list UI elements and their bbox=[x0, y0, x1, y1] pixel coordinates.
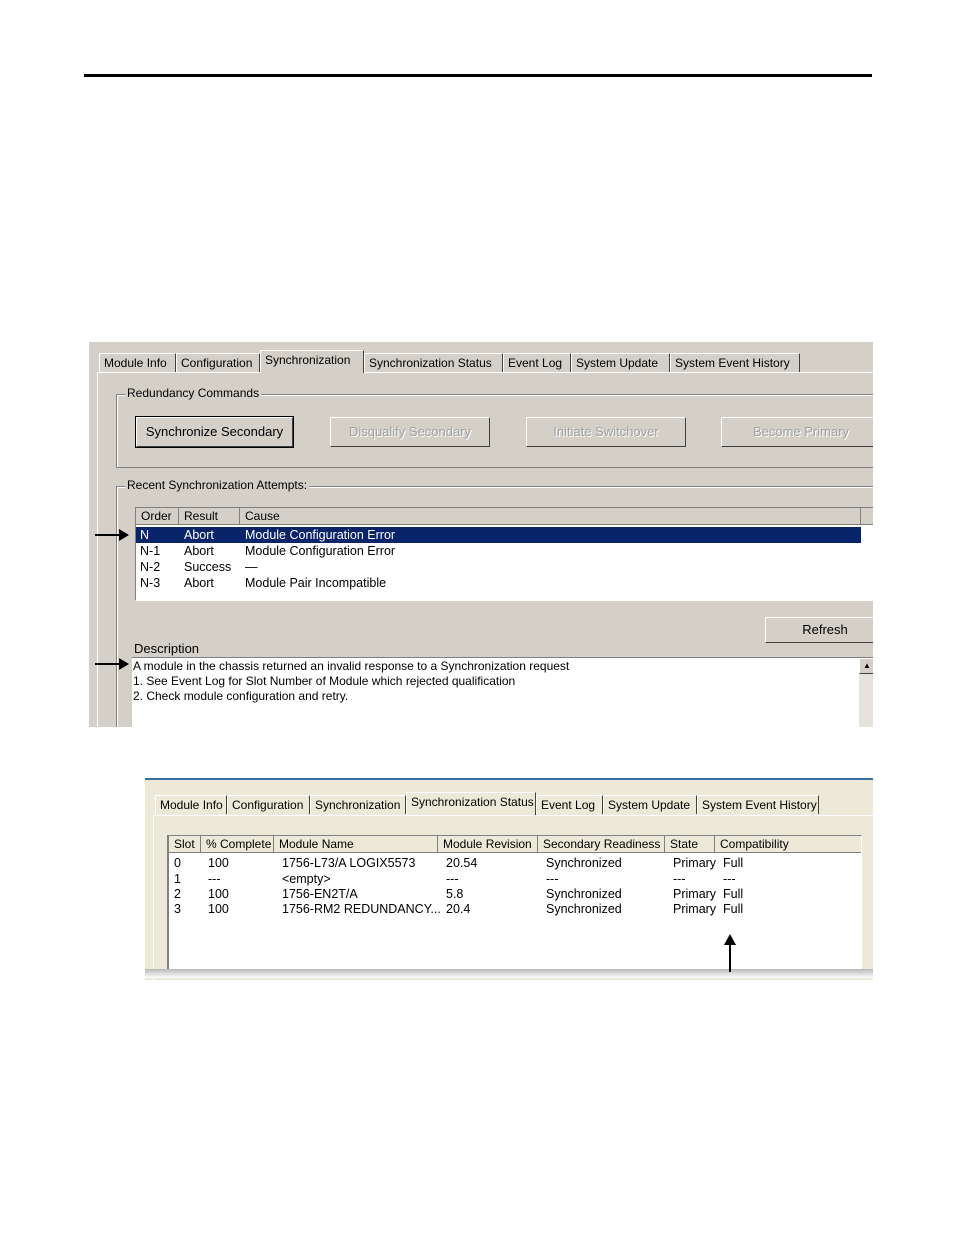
order-cell: N-1 bbox=[140, 544, 161, 558]
tab-system-update[interactable]: System Update bbox=[571, 353, 670, 372]
become-primary-button[interactable]: Become Primary bbox=[721, 417, 873, 447]
recent-attempts-title: Recent Synchronization Attempts: bbox=[127, 478, 308, 492]
description-line: 2. Check module configuration and retry. bbox=[133, 689, 349, 703]
column-header-compatibility[interactable]: Compatibility bbox=[715, 836, 861, 853]
column-header-slot[interactable]: Slot bbox=[169, 836, 201, 853]
readiness-cell: Synchronized bbox=[546, 887, 622, 901]
order-cell: N bbox=[140, 528, 150, 542]
module-name-cell: <empty> bbox=[282, 872, 331, 886]
slot-cell: 3 bbox=[174, 902, 181, 916]
complete-cell: --- bbox=[208, 872, 221, 886]
state-cell: Primary bbox=[673, 902, 717, 916]
compatibility-cell: Full bbox=[723, 902, 744, 916]
column-header-module-revision[interactable]: Module Revision bbox=[438, 836, 538, 853]
compatibility-cell: --- bbox=[723, 872, 736, 886]
scroll-up-arrow-icon[interactable]: ▲ bbox=[859, 658, 873, 674]
column-header-module-name[interactable]: Module Name bbox=[274, 836, 438, 853]
cause-cell: — bbox=[245, 560, 258, 574]
description-line: 1. See Event Log for Slot Number of Module which rejected qualification bbox=[133, 674, 516, 688]
column-header-cause[interactable]: Cause bbox=[240, 508, 861, 525]
tab-synchronization-status[interactable]: Synchronization Status bbox=[364, 353, 503, 372]
result-cell: Abort bbox=[184, 528, 214, 542]
tab-system-update[interactable]: System Update bbox=[603, 795, 697, 814]
description-line: A module in the chassis returned an invalid response to a Synchronization request bbox=[133, 659, 570, 673]
complete-cell: 100 bbox=[208, 856, 229, 870]
redundancy-commands-group bbox=[116, 386, 873, 468]
disqualify-secondary-button[interactable]: Disqualify Secondary bbox=[330, 417, 490, 447]
tab-system-event-history[interactable]: System Event History bbox=[670, 353, 800, 372]
table-row[interactable] bbox=[169, 855, 861, 871]
result-cell: Abort bbox=[184, 544, 214, 558]
header-rule bbox=[84, 74, 872, 77]
slot-cell: 1 bbox=[174, 872, 181, 886]
table-row[interactable] bbox=[169, 901, 861, 917]
readiness-cell: Synchronized bbox=[546, 902, 622, 916]
tab-synchronization-status[interactable]: Synchronization Status bbox=[406, 792, 536, 815]
column-header-state[interactable]: State bbox=[665, 836, 715, 853]
state-cell: --- bbox=[673, 872, 686, 886]
callout-arrow-icon bbox=[95, 663, 121, 665]
synchronization-dialog bbox=[89, 342, 873, 727]
module-name-cell: 1756-RM2 REDUNDANCY... bbox=[282, 902, 441, 916]
slot-cell: 0 bbox=[174, 856, 181, 870]
order-cell: N-3 bbox=[140, 576, 161, 590]
list-item[interactable] bbox=[136, 543, 861, 559]
callout-arrow-icon bbox=[95, 534, 121, 536]
list-item[interactable] bbox=[136, 559, 861, 575]
result-cell: Success bbox=[184, 560, 232, 574]
list-item[interactable] bbox=[136, 527, 861, 543]
module-name-cell: 1756-EN2T/A bbox=[282, 887, 358, 901]
tab-module-info[interactable]: Module Info bbox=[99, 353, 176, 372]
table-row[interactable] bbox=[169, 871, 861, 887]
cause-cell: Module Configuration Error bbox=[245, 528, 396, 542]
table-row[interactable] bbox=[169, 886, 861, 902]
revision-cell: 20.54 bbox=[446, 856, 478, 870]
order-cell: N-2 bbox=[140, 560, 161, 574]
complete-cell: 100 bbox=[208, 887, 229, 901]
complete-cell: 100 bbox=[208, 902, 229, 916]
state-cell: Primary bbox=[673, 856, 717, 870]
cause-cell: Module Configuration Error bbox=[245, 544, 396, 558]
initiate-switchover-button[interactable]: Initiate Switchover bbox=[526, 417, 686, 447]
state-cell: Primary bbox=[673, 887, 717, 901]
column-header-blank bbox=[861, 508, 873, 525]
tab-configuration[interactable]: Configuration bbox=[176, 353, 260, 372]
result-cell: Abort bbox=[184, 576, 214, 590]
module-name-cell: 1756-L73/A LOGIX5573 bbox=[282, 856, 416, 870]
tab-event-log[interactable]: Event Log bbox=[536, 795, 603, 814]
window-shadow bbox=[145, 969, 873, 978]
description-box[interactable] bbox=[132, 657, 873, 727]
callout-arrow-up-icon bbox=[729, 944, 731, 972]
compatibility-cell: Full bbox=[723, 856, 744, 870]
cause-cell: Module Pair Incompatible bbox=[245, 576, 387, 590]
revision-cell: --- bbox=[446, 872, 459, 886]
tab-system-event-history[interactable]: System Event History bbox=[697, 795, 819, 814]
column-header-order[interactable]: Order bbox=[136, 508, 179, 525]
module-status-list[interactable] bbox=[167, 835, 862, 972]
attempts-list[interactable] bbox=[135, 507, 873, 601]
list-item[interactable] bbox=[136, 575, 861, 591]
tab-synchronization[interactable]: Synchronization bbox=[310, 795, 406, 814]
synchronize-secondary-button[interactable]: Synchronize Secondary bbox=[136, 417, 293, 447]
tab-configuration[interactable]: Configuration bbox=[227, 795, 310, 814]
revision-cell: 20.4 bbox=[446, 902, 471, 916]
tab-event-log[interactable]: Event Log bbox=[503, 353, 571, 372]
readiness-cell: Synchronized bbox=[546, 856, 622, 870]
refresh-button[interactable]: Refresh bbox=[765, 617, 873, 643]
description-scrollbar[interactable] bbox=[859, 658, 873, 727]
column-header-complete[interactable]: % Complete bbox=[201, 836, 274, 853]
column-header-result[interactable]: Result bbox=[179, 508, 240, 525]
readiness-cell: --- bbox=[546, 872, 559, 886]
redundancy-commands-title: Redundancy Commands bbox=[127, 386, 260, 400]
tab-synchronization[interactable]: Synchronization bbox=[260, 350, 364, 373]
tab-module-info[interactable]: Module Info bbox=[155, 795, 227, 814]
column-header-secondary-readiness[interactable]: Secondary Readiness bbox=[538, 836, 665, 853]
compatibility-cell: Full bbox=[723, 887, 744, 901]
synchronization-status-dialog bbox=[145, 778, 873, 980]
description-label: Description bbox=[134, 641, 200, 656]
slot-cell: 2 bbox=[174, 887, 181, 901]
revision-cell: 5.8 bbox=[446, 887, 464, 901]
